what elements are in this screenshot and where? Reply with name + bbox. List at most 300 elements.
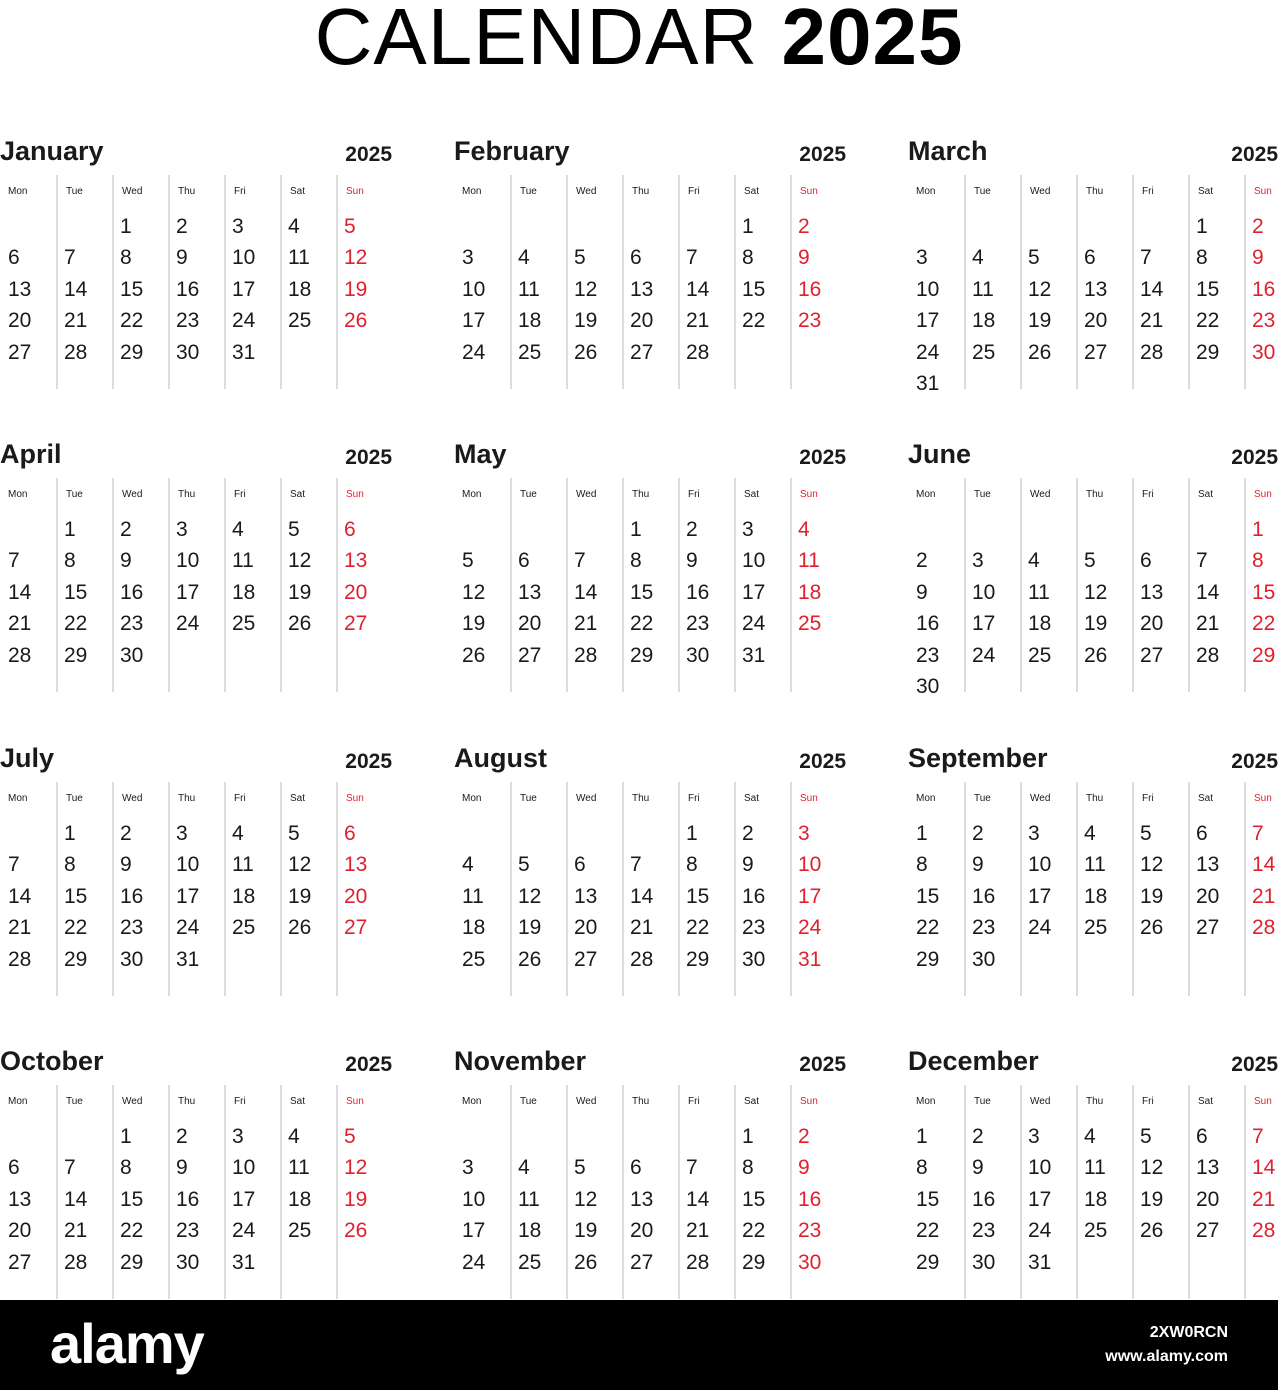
day-cell: 13 — [344, 853, 368, 877]
day-cell: 23 — [1252, 309, 1276, 333]
weekday-label: Mon — [916, 186, 936, 197]
day-cell: 24 — [232, 309, 256, 333]
month-year: 2025 — [345, 143, 392, 166]
month-name: May — [454, 439, 507, 469]
day-cell: 2 — [176, 1125, 188, 1148]
day-cell: 2 — [916, 549, 928, 573]
day-cell: 2 — [1252, 215, 1264, 238]
day-cell: 13 — [8, 1187, 32, 1211]
weekday-label: Thu — [178, 793, 196, 804]
day-cell: 5 — [574, 1156, 586, 1180]
day-cell: 25 — [1084, 916, 1108, 940]
weekday-label: Thu — [178, 1096, 196, 1107]
day-cell: 6 — [1084, 246, 1096, 270]
day-cell: 1 — [1252, 518, 1264, 541]
day-cell: 18 — [798, 580, 822, 604]
weekday-label: Fri — [1142, 1096, 1154, 1107]
day-cell: 10 — [176, 549, 200, 573]
weekday-label: Mon — [916, 793, 936, 804]
day-cell: 29 — [64, 643, 88, 667]
weekday-label: Tue — [520, 793, 537, 804]
day-cell: 18 — [972, 309, 996, 333]
day-cell: 7 — [1252, 1125, 1264, 1148]
day-cell: 15 — [120, 1187, 144, 1211]
day-cell: 21 — [64, 309, 88, 333]
weekday-label: Fri — [234, 186, 246, 197]
weekday-label: Mon — [8, 489, 28, 500]
day-cell: 9 — [176, 1156, 188, 1180]
day-cell: 23 — [120, 916, 144, 940]
weekday-label: Wed — [122, 793, 143, 804]
weekday-columns — [908, 1085, 1278, 1299]
day-cell: 1 — [742, 1125, 754, 1148]
day-cell: 28 — [8, 643, 32, 667]
day-cell: 30 — [972, 1250, 996, 1274]
month-july — [0, 742, 392, 1012]
day-cell: 7 — [1140, 246, 1152, 270]
month-name: April — [0, 439, 62, 469]
weekday-label: Sun — [1254, 1096, 1272, 1107]
day-cell: 5 — [288, 822, 300, 845]
weekday-label: Fri — [688, 1096, 700, 1107]
day-cell: 13 — [630, 277, 654, 301]
day-cell: 26 — [1140, 916, 1164, 940]
day-cell: 7 — [574, 549, 586, 573]
day-cell: 13 — [518, 580, 542, 604]
day-cell: 15 — [916, 1187, 940, 1211]
day-cell: 19 — [1140, 884, 1164, 908]
day-cell: 26 — [288, 916, 312, 940]
weekday-label: Tue — [66, 1096, 83, 1107]
day-cell: 3 — [742, 518, 754, 541]
day-cell: 9 — [120, 549, 132, 573]
day-cell: 8 — [916, 853, 928, 877]
day-cell: 3 — [972, 549, 984, 573]
day-cell: 29 — [1252, 643, 1276, 667]
weekday-label: Sat — [744, 793, 760, 804]
day-cell: 16 — [742, 884, 766, 908]
day-cell: 15 — [686, 884, 710, 908]
day-cell: 25 — [462, 947, 486, 971]
day-cell: 10 — [972, 580, 996, 604]
day-cell: 20 — [344, 580, 368, 604]
day-cell: 9 — [1252, 246, 1264, 270]
title-year: 2025 — [781, 0, 964, 81]
day-cell: 22 — [742, 1219, 766, 1243]
day-cell: 7 — [8, 549, 20, 573]
weekday-label: Tue — [66, 186, 83, 197]
day-cell: 5 — [1028, 246, 1040, 270]
day-cell: 7 — [630, 853, 642, 877]
day-cell: 21 — [574, 612, 598, 636]
month-december — [908, 1045, 1278, 1315]
day-cell: 10 — [1028, 1156, 1052, 1180]
day-cell: 10 — [798, 853, 822, 877]
month-year: 2025 — [799, 1053, 846, 1076]
weekday-columns — [0, 782, 392, 996]
day-cell: 28 — [630, 947, 654, 971]
month-april — [0, 438, 392, 708]
month-year: 2025 — [799, 750, 846, 773]
day-cell: 27 — [344, 612, 368, 636]
day-cell: 28 — [64, 340, 88, 364]
day-cell: 13 — [630, 1187, 654, 1211]
weekday-label: Sat — [744, 1096, 760, 1107]
day-cell: 23 — [686, 612, 710, 636]
day-cell: 10 — [462, 277, 486, 301]
day-cell: 14 — [1252, 853, 1276, 877]
weekday-label: Mon — [916, 1096, 936, 1107]
day-cell: 11 — [1028, 580, 1050, 604]
day-cell: 16 — [1252, 277, 1276, 301]
day-cell: 21 — [1252, 1187, 1276, 1211]
day-cell: 13 — [1084, 277, 1108, 301]
weekday-label: Thu — [178, 186, 196, 197]
weekday-label: Wed — [576, 186, 597, 197]
weekday-label: Fri — [234, 793, 246, 804]
month-name: August — [454, 743, 547, 773]
day-cell: 22 — [120, 1219, 144, 1243]
day-cell: 12 — [1140, 1156, 1164, 1180]
day-cell: 24 — [742, 612, 766, 636]
day-cell: 3 — [176, 518, 188, 541]
day-cell: 8 — [916, 1156, 928, 1180]
day-cell: 8 — [120, 246, 132, 270]
day-cell: 23 — [742, 916, 766, 940]
weekday-columns — [0, 175, 392, 389]
day-cell: 3 — [1028, 822, 1040, 845]
weekday-label: Sun — [800, 186, 818, 197]
weekday-label: Sat — [744, 489, 760, 500]
day-cell: 6 — [344, 518, 356, 541]
day-cell: 11 — [1084, 1156, 1106, 1180]
weekday-label: Sat — [1198, 489, 1214, 500]
day-cell: 4 — [288, 215, 300, 238]
day-cell: 15 — [630, 580, 654, 604]
month-august — [454, 742, 846, 1012]
day-cell: 6 — [630, 1156, 642, 1180]
weekday-label: Tue — [974, 1096, 991, 1107]
day-cell: 13 — [344, 549, 368, 573]
day-cell: 8 — [630, 549, 642, 573]
day-cell: 13 — [574, 884, 598, 908]
day-cell: 15 — [64, 884, 88, 908]
day-cell: 22 — [1252, 612, 1276, 636]
day-cell: 27 — [1196, 916, 1220, 940]
day-cell: 11 — [288, 246, 310, 270]
day-cell: 16 — [176, 277, 200, 301]
day-cell: 3 — [232, 1125, 244, 1148]
day-cell: 30 — [686, 643, 710, 667]
day-cell: 6 — [1196, 822, 1208, 845]
day-cell: 30 — [916, 675, 940, 698]
day-cell: 27 — [1140, 643, 1164, 667]
day-cell: 30 — [176, 340, 200, 364]
weekday-label: Wed — [1030, 186, 1051, 197]
day-cell: 16 — [798, 277, 822, 301]
month-october — [0, 1045, 392, 1315]
day-cell: 2 — [798, 1125, 810, 1148]
day-cell: 31 — [916, 372, 940, 395]
day-cell: 12 — [288, 853, 312, 877]
month-name: December — [908, 1046, 1039, 1076]
day-cell: 8 — [686, 853, 698, 877]
day-cell: 18 — [288, 277, 312, 301]
month-march — [908, 135, 1278, 405]
day-cell: 1 — [686, 822, 698, 845]
day-cell: 27 — [344, 916, 368, 940]
day-cell: 13 — [1140, 580, 1164, 604]
weekday-label: Thu — [1086, 489, 1104, 500]
day-cell: 26 — [344, 1219, 368, 1243]
day-cell: 26 — [1028, 340, 1052, 364]
weekday-label: Sun — [346, 186, 364, 197]
day-cell: 19 — [518, 916, 542, 940]
day-cell: 9 — [798, 1156, 810, 1180]
day-cell: 9 — [916, 580, 928, 604]
weekday-columns — [908, 175, 1278, 395]
day-cell: 19 — [1084, 612, 1108, 636]
day-cell: 6 — [1140, 549, 1152, 573]
day-cell: 12 — [1084, 580, 1108, 604]
site-url: www.alamy.com — [1105, 1348, 1228, 1365]
day-cell: 25 — [1028, 643, 1052, 667]
weekday-label: Mon — [8, 1096, 28, 1107]
day-cell: 28 — [1252, 1219, 1276, 1243]
day-cell: 4 — [518, 246, 530, 270]
day-cell: 6 — [8, 1156, 20, 1180]
day-cell: 26 — [518, 947, 542, 971]
weekday-label: Fri — [688, 793, 700, 804]
weekday-label: Sat — [290, 1096, 306, 1107]
weekday-label: Fri — [1142, 489, 1154, 500]
day-cell: 24 — [176, 612, 200, 636]
month-name: November — [454, 1046, 587, 1076]
day-cell: 3 — [798, 822, 810, 845]
weekday-columns — [0, 1085, 392, 1299]
day-cell: 19 — [344, 1187, 368, 1211]
weekday-label: Thu — [1086, 793, 1104, 804]
day-cell: 3 — [462, 246, 474, 270]
day-cell: 28 — [1252, 916, 1276, 940]
day-cell: 29 — [1196, 340, 1220, 364]
day-cell: 14 — [1140, 277, 1164, 301]
day-cell: 28 — [574, 643, 598, 667]
day-cell: 14 — [1196, 580, 1220, 604]
weekday-label: Sun — [346, 793, 364, 804]
day-cell: 11 — [462, 884, 484, 908]
day-cell: 22 — [1196, 309, 1220, 333]
day-cell: 30 — [176, 1250, 200, 1274]
day-cell: 6 — [518, 549, 530, 573]
watermark-footer — [0, 1300, 1278, 1390]
weekday-label: Sun — [800, 793, 818, 804]
day-cell: 7 — [8, 853, 20, 877]
day-cell: 16 — [916, 612, 940, 636]
day-cell: 10 — [176, 853, 200, 877]
weekday-label: Sun — [1254, 793, 1272, 804]
day-cell: 23 — [972, 916, 996, 940]
day-cell: 14 — [64, 277, 88, 301]
day-cell: 8 — [742, 1156, 754, 1180]
day-cell: 16 — [176, 1187, 200, 1211]
day-cell: 7 — [686, 1156, 698, 1180]
weekday-label: Wed — [1030, 793, 1051, 804]
day-cell: 25 — [798, 612, 822, 636]
weekday-label: Thu — [1086, 1096, 1104, 1107]
day-cell: 28 — [64, 1250, 88, 1274]
day-cell: 17 — [176, 884, 200, 908]
day-cell: 27 — [8, 1250, 32, 1274]
day-cell: 19 — [1140, 1187, 1164, 1211]
day-cell: 1 — [630, 518, 642, 541]
day-cell: 4 — [232, 822, 244, 845]
day-cell: 2 — [120, 822, 132, 845]
day-cell: 4 — [1084, 822, 1096, 845]
day-cell: 17 — [176, 580, 200, 604]
day-cell: 30 — [972, 947, 996, 971]
day-cell: 6 — [1196, 1125, 1208, 1148]
day-cell: 26 — [574, 1250, 598, 1274]
day-cell: 17 — [1028, 1187, 1052, 1211]
day-cell: 14 — [1252, 1156, 1276, 1180]
weekday-label: Mon — [462, 186, 482, 197]
month-january — [0, 135, 392, 405]
day-cell: 10 — [1028, 853, 1052, 877]
day-cell: 7 — [1252, 822, 1264, 845]
day-cell: 11 — [518, 277, 540, 301]
day-cell: 1 — [120, 215, 132, 238]
day-cell: 20 — [1084, 309, 1108, 333]
month-name: February — [454, 136, 570, 166]
weekday-label: Wed — [576, 793, 597, 804]
day-cell: 15 — [120, 277, 144, 301]
day-cell: 26 — [344, 309, 368, 333]
day-cell: 16 — [120, 580, 144, 604]
day-cell: 6 — [574, 853, 586, 877]
day-cell: 5 — [1140, 822, 1152, 845]
day-cell: 21 — [1140, 309, 1164, 333]
weekday-label: Fri — [234, 1096, 246, 1107]
weekday-label: Mon — [8, 186, 28, 197]
weekday-label: Sun — [346, 489, 364, 500]
weekday-label: Fri — [688, 186, 700, 197]
day-cell: 27 — [574, 947, 598, 971]
day-cell: 1 — [64, 518, 76, 541]
month-name: October — [0, 1046, 104, 1076]
day-cell: 3 — [232, 215, 244, 238]
day-cell: 1 — [916, 822, 928, 845]
day-cell: 20 — [344, 884, 368, 908]
day-cell: 29 — [742, 1250, 766, 1274]
day-cell: 20 — [8, 1219, 32, 1243]
day-cell: 17 — [798, 884, 822, 908]
day-cell: 31 — [232, 340, 256, 364]
weekday-label: Mon — [462, 1096, 482, 1107]
day-cell: 25 — [1084, 1219, 1108, 1243]
day-cell: 11 — [1084, 853, 1106, 877]
day-cell: 21 — [1196, 612, 1220, 636]
weekday-label: Thu — [178, 489, 196, 500]
month-september — [908, 742, 1278, 1012]
day-cell: 25 — [232, 916, 256, 940]
day-cell: 14 — [686, 277, 710, 301]
weekday-label: Sat — [1198, 186, 1214, 197]
day-cell: 29 — [916, 1250, 940, 1274]
day-cell: 12 — [518, 884, 542, 908]
day-cell: 29 — [916, 947, 940, 971]
day-cell: 30 — [742, 947, 766, 971]
day-cell: 31 — [232, 1250, 256, 1274]
day-cell: 19 — [1028, 309, 1052, 333]
day-cell: 1 — [742, 215, 754, 238]
weekday-label: Sun — [1254, 489, 1272, 500]
weekday-label: Thu — [632, 1096, 650, 1107]
month-may — [454, 438, 846, 708]
day-cell: 5 — [288, 518, 300, 541]
day-cell: 4 — [798, 518, 810, 541]
month-year: 2025 — [1231, 750, 1278, 773]
day-cell: 16 — [972, 1187, 996, 1211]
day-cell: 8 — [1196, 246, 1208, 270]
day-cell: 5 — [574, 246, 586, 270]
day-cell: 11 — [232, 853, 254, 877]
day-cell: 25 — [232, 612, 256, 636]
day-cell: 16 — [686, 580, 710, 604]
day-cell: 6 — [8, 246, 20, 270]
day-cell: 17 — [462, 309, 486, 333]
day-cell: 5 — [462, 549, 474, 573]
weekday-label: Sat — [290, 489, 306, 500]
day-cell: 24 — [798, 916, 822, 940]
day-cell: 17 — [916, 309, 940, 333]
day-cell: 17 — [742, 580, 766, 604]
day-cell: 19 — [288, 580, 312, 604]
day-cell: 4 — [1084, 1125, 1096, 1148]
day-cell: 13 — [1196, 1156, 1220, 1180]
day-cell: 28 — [686, 340, 710, 364]
day-cell: 29 — [120, 340, 144, 364]
day-cell: 22 — [64, 916, 88, 940]
day-cell: 30 — [798, 1250, 822, 1274]
day-cell: 30 — [120, 643, 144, 667]
day-cell: 12 — [288, 549, 312, 573]
weekday-label: Sun — [800, 1096, 818, 1107]
day-cell: 8 — [742, 246, 754, 270]
day-cell: 29 — [686, 947, 710, 971]
day-cell: 1 — [1196, 215, 1208, 238]
weekday-label: Tue — [974, 793, 991, 804]
day-cell: 25 — [288, 309, 312, 333]
day-cell: 28 — [1140, 340, 1164, 364]
day-cell: 30 — [120, 947, 144, 971]
day-cell: 9 — [176, 246, 188, 270]
day-cell: 2 — [742, 822, 754, 845]
page-title — [0, 0, 1278, 82]
day-cell: 12 — [344, 1156, 368, 1180]
weekday-label: Mon — [462, 793, 482, 804]
day-cell: 31 — [798, 947, 822, 971]
weekday-label: Wed — [576, 489, 597, 500]
day-cell: 16 — [798, 1187, 822, 1211]
day-cell: 26 — [462, 643, 486, 667]
day-cell: 11 — [798, 549, 820, 573]
day-cell: 9 — [972, 853, 984, 877]
weekday-label: Wed — [122, 1096, 143, 1107]
weekday-label: Tue — [66, 793, 83, 804]
day-cell: 1 — [64, 822, 76, 845]
day-cell: 28 — [8, 947, 32, 971]
